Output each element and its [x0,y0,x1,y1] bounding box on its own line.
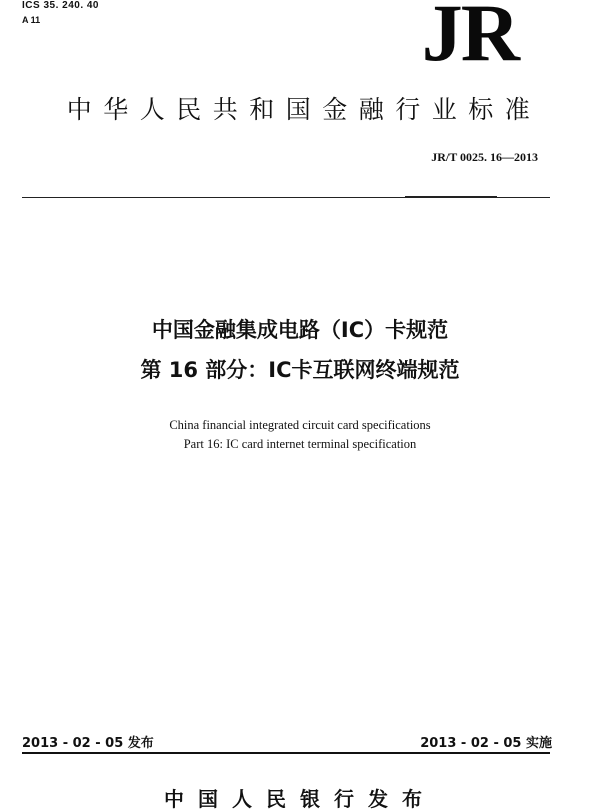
footer-divider [22,752,550,754]
chinese-title-line-2: 第 16 部分：IC卡互联网终端规范 [140,358,460,382]
standard-number: JR/T 0025. 16—2013 [431,150,538,164]
header-divider-accent [405,196,497,198]
jr-logo: JR [421,0,518,78]
english-title-line-1: China financial integrated circuit card specifications [169,418,431,432]
issuer-name: 中国人民银行发布 [164,787,436,811]
standard-category-title: 中华人民共和国金融行业标准 [66,95,542,124]
english-title-line-2: Part 16: IC card internet terminal specification [183,437,417,451]
classification-code: A 11 [22,15,41,25]
implement-date: 2013 - 02 - 05 实施 [420,736,552,751]
chinese-title-line-1: 中国金融集成电路（IC）卡规范 [151,318,449,342]
publish-date: 2013 - 02 - 05 发布 [22,736,154,751]
ics-code: ICS 35. 240. 40 [22,0,99,11]
